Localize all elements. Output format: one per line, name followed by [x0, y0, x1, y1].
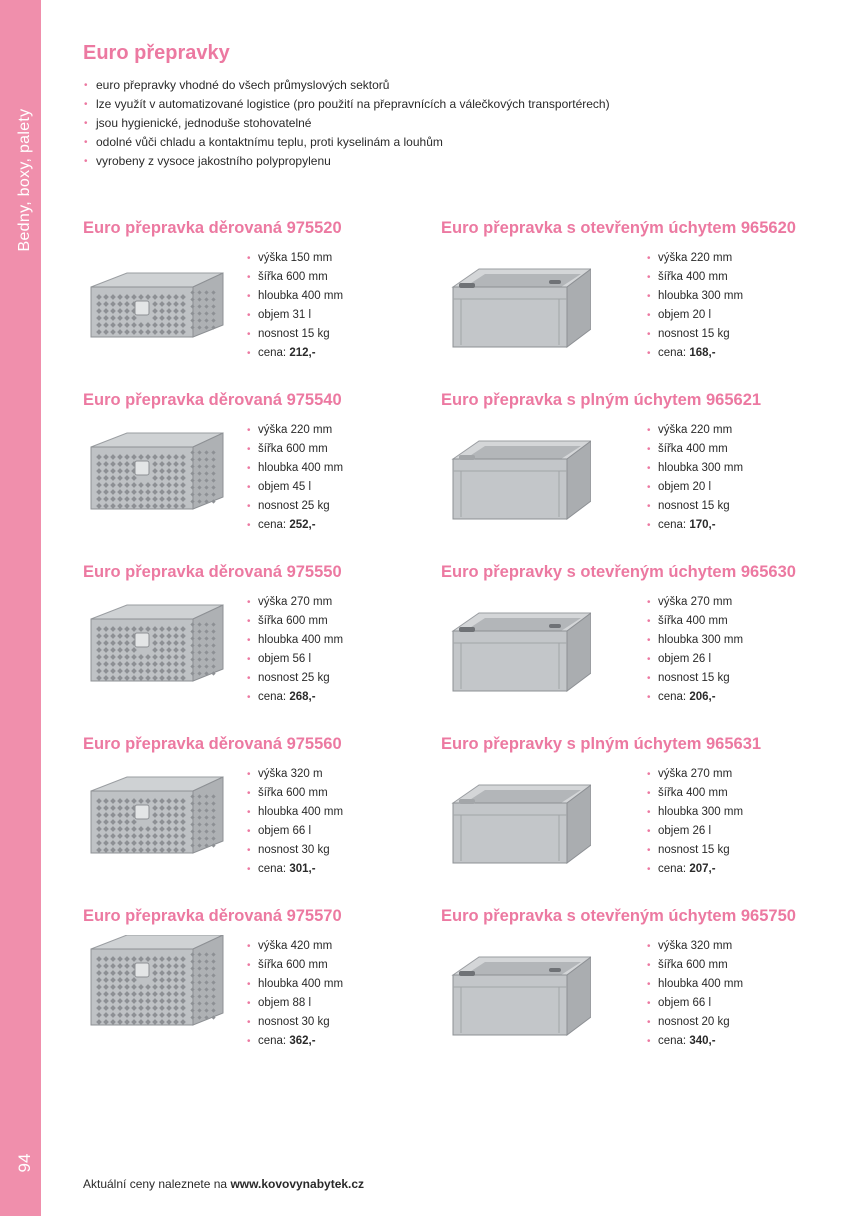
spec-value: 56 l	[292, 653, 312, 665]
spec-value: 400 mm	[301, 978, 344, 990]
spec-value: 20 l	[692, 481, 712, 493]
spec-label: hloubka	[658, 634, 699, 646]
spec-price	[646, 344, 743, 363]
spec-value: 15 kg	[701, 844, 730, 856]
spec-height	[246, 421, 343, 440]
spec-label: výška	[658, 252, 688, 264]
spec-value: 220 mm	[290, 424, 333, 436]
spec-capacity	[246, 841, 343, 860]
spec-value: 400 mm	[301, 462, 344, 474]
spec-label: výška	[258, 596, 288, 608]
spec-value: 400 mm	[301, 290, 344, 302]
spec-label: objem	[658, 481, 690, 493]
spec-label: nosnost	[658, 500, 699, 512]
spec-value: 300 mm	[701, 462, 744, 474]
product-card	[83, 563, 463, 723]
product-image	[441, 247, 591, 357]
spec-capacity	[246, 1013, 343, 1032]
spec-label: šířka	[658, 959, 683, 971]
spec-depth	[246, 631, 343, 650]
spec-width	[646, 440, 743, 459]
spec-height	[246, 765, 343, 784]
spec-label: výška	[258, 940, 288, 952]
spec-volume	[646, 994, 743, 1013]
intro-item: • jsou hygienické, jednoduše stohovatelné	[83, 114, 610, 133]
spec-label: šířka	[658, 271, 683, 283]
spec-label: šířka	[658, 443, 683, 455]
spec-value: 45 l	[292, 481, 312, 493]
page-number: 94	[15, 1153, 34, 1173]
spec-value: 600 mm	[286, 443, 328, 455]
spec-value: 600 mm	[286, 271, 328, 283]
spec-label: šířka	[258, 959, 283, 971]
spec-capacity	[646, 325, 743, 344]
spec-value: 362,-	[289, 1035, 316, 1047]
spec-label: nosnost	[258, 1016, 299, 1028]
spec-label: cena:	[658, 691, 687, 703]
spec-label: nosnost	[258, 328, 299, 340]
spec-label: šířka	[258, 787, 283, 799]
spec-value: 252,-	[289, 519, 316, 531]
spec-label: cena:	[258, 691, 287, 703]
spec-price	[646, 1032, 743, 1051]
spec-label: objem	[658, 309, 690, 321]
spec-label: výška	[658, 424, 688, 436]
product-card	[83, 219, 463, 379]
spec-value: 15 kg	[701, 672, 730, 684]
footer-link[interactable]: www.kovovynabytek.cz	[230, 1177, 365, 1191]
spec-label: šířka	[658, 787, 683, 799]
spec-value: 170,-	[689, 519, 716, 531]
spec-value: 15 kg	[701, 328, 730, 340]
spec-label: objem	[258, 481, 290, 493]
product-title: Euro přepravka děrovaná 975520	[83, 219, 342, 237]
spec-value: 212,-	[289, 347, 316, 359]
spec-label: šířka	[258, 443, 283, 455]
spec-value: 270 mm	[690, 768, 733, 780]
product-card	[83, 391, 463, 551]
spec-value: 168,-	[689, 347, 716, 359]
product-title: Euro přepravka s otevřeným úchytem 965620	[441, 219, 796, 237]
spec-label: objem	[258, 997, 290, 1009]
product-image	[441, 419, 591, 529]
spec-label: hloubka	[658, 290, 699, 302]
spec-height	[246, 249, 343, 268]
spec-value: 25 kg	[301, 500, 330, 512]
spec-value: 66 l	[292, 825, 312, 837]
spec-label: výška	[258, 252, 288, 264]
spec-label: cena:	[258, 519, 287, 531]
spec-height	[246, 937, 343, 956]
footer-text: Aktuální ceny naleznete na	[83, 1177, 231, 1191]
spec-volume	[246, 994, 343, 1013]
product-image	[83, 935, 233, 1045]
spec-label: objem	[258, 309, 290, 321]
spec-value: 20 kg	[701, 1016, 730, 1028]
spec-list	[246, 249, 343, 363]
spec-value: 600 mm	[286, 787, 328, 799]
spec-label: cena:	[658, 347, 687, 359]
spec-price	[646, 516, 743, 535]
spec-label: výška	[658, 768, 688, 780]
intro-item: • odolné vůči chladu a kontaktnímu teplu, proti kyselinám a louhům	[83, 133, 610, 152]
product-image	[441, 935, 591, 1045]
spec-label: hloubka	[258, 978, 299, 990]
spec-value: 300 mm	[701, 806, 744, 818]
page-title: Euro přepravky	[83, 42, 230, 64]
spec-height	[246, 593, 343, 612]
spec-list	[646, 593, 743, 707]
spec-value: 400 mm	[686, 615, 728, 627]
spec-value: 150 mm	[290, 252, 333, 264]
spec-label: hloubka	[258, 290, 299, 302]
spec-value: 30 kg	[301, 1016, 330, 1028]
spec-value: 220 mm	[690, 252, 733, 264]
spec-capacity	[246, 669, 343, 688]
product-image	[441, 591, 591, 701]
spec-label: šířka	[658, 615, 683, 627]
spec-label: hloubka	[658, 462, 699, 474]
spec-label: cena:	[258, 1035, 287, 1047]
spec-depth	[646, 287, 743, 306]
spec-list	[646, 765, 743, 879]
spec-label: výška	[658, 596, 688, 608]
spec-price	[246, 344, 343, 363]
spec-value: 88 l	[292, 997, 312, 1009]
spec-volume	[246, 822, 343, 841]
intro-item: • euro přepravky vhodné do všech průmyslových sektorů	[83, 76, 610, 95]
spec-value: 400 mm	[301, 806, 344, 818]
spec-label: hloubka	[658, 806, 699, 818]
spec-depth	[646, 459, 743, 478]
spec-label: cena:	[258, 863, 287, 875]
spec-height	[646, 937, 743, 956]
spec-label: objem	[258, 653, 290, 665]
product-title: Euro přepravka s plným úchytem 965621	[441, 391, 762, 409]
spec-label: objem	[658, 997, 690, 1009]
spec-label: šířka	[258, 615, 283, 627]
product-title: Euro přepravka s otevřeným úchytem 965750	[441, 907, 796, 925]
product-title: Euro přepravka děrovaná 975570	[83, 907, 342, 925]
section-title: Bedny, boxy, palety	[16, 108, 33, 252]
spec-depth	[646, 975, 743, 994]
spec-label: hloubka	[258, 806, 299, 818]
spec-capacity	[646, 497, 743, 516]
spec-volume	[646, 306, 743, 325]
product-title: Euro přepravky s plným úchytem 965631	[441, 735, 762, 753]
spec-width	[246, 784, 343, 803]
spec-list	[646, 937, 743, 1051]
spec-label: šířka	[258, 271, 283, 283]
spec-price	[646, 688, 743, 707]
spec-value: 600 mm	[286, 959, 328, 971]
spec-width	[246, 268, 343, 287]
product-image	[83, 591, 233, 701]
spec-value: 400 mm	[686, 443, 728, 455]
spec-label: cena:	[658, 519, 687, 531]
spec-list	[646, 421, 743, 535]
spec-list	[646, 249, 743, 363]
spec-label: cena:	[658, 863, 687, 875]
spec-price	[246, 860, 343, 879]
spec-list	[246, 765, 343, 879]
intro-item: • vyrobeny z vysoce jakostního polypropylenu	[83, 152, 610, 171]
spec-value: 400 mm	[686, 787, 728, 799]
spec-label: hloubka	[258, 634, 299, 646]
spec-volume	[246, 306, 343, 325]
product-image	[83, 419, 233, 529]
spec-value: 270 mm	[690, 596, 733, 608]
spec-label: objem	[658, 653, 690, 665]
intro-list	[83, 76, 610, 171]
spec-value: 268,-	[289, 691, 316, 703]
spec-height	[646, 249, 743, 268]
intro-item: • lze využít v automatizované logistice (pro použití na přepravnících a válečkových transportérech)	[83, 95, 610, 114]
spec-volume	[646, 478, 743, 497]
spec-list	[246, 937, 343, 1051]
spec-value: 26 l	[692, 653, 712, 665]
spec-value: 15 kg	[701, 500, 730, 512]
spec-volume	[246, 478, 343, 497]
spec-label: nosnost	[258, 672, 299, 684]
spec-value: 26 l	[692, 825, 712, 837]
spec-width	[646, 784, 743, 803]
product-card	[83, 907, 463, 1067]
spec-depth	[246, 975, 343, 994]
spec-width	[246, 956, 343, 975]
spec-value: 400 mm	[301, 634, 344, 646]
spec-volume	[646, 822, 743, 841]
spec-list	[246, 593, 343, 707]
spec-value: 320 mm	[690, 940, 733, 952]
spec-value: 600 mm	[686, 959, 728, 971]
spec-capacity	[646, 669, 743, 688]
spec-value: 207,-	[689, 863, 716, 875]
spec-price	[246, 516, 343, 535]
spec-width	[646, 956, 743, 975]
spec-value: 31 l	[292, 309, 312, 321]
spec-value: 220 mm	[690, 424, 733, 436]
footer	[83, 1177, 364, 1191]
spec-value: 300 mm	[701, 634, 744, 646]
spec-label: výška	[258, 768, 288, 780]
spec-value: 320 m	[290, 768, 323, 780]
product-title: Euro přepravky s otevřeným úchytem 965630	[441, 563, 796, 581]
spec-height	[646, 421, 743, 440]
spec-capacity	[246, 325, 343, 344]
spec-price	[646, 860, 743, 879]
product-card	[441, 219, 821, 379]
spec-label: cena:	[658, 1035, 687, 1047]
spec-value: 400 mm	[686, 271, 728, 283]
spec-depth	[246, 459, 343, 478]
spec-value: 300 mm	[701, 290, 744, 302]
spec-value: 20 l	[692, 309, 712, 321]
spec-height	[646, 593, 743, 612]
spec-label: nosnost	[258, 844, 299, 856]
spec-width	[246, 612, 343, 631]
sidebar-band	[0, 0, 41, 1216]
product-title: Euro přepravka děrovaná 975540	[83, 391, 342, 409]
spec-label: hloubka	[658, 978, 699, 990]
spec-capacity	[646, 1013, 743, 1032]
spec-width	[646, 612, 743, 631]
product-card	[441, 907, 821, 1067]
spec-label: nosnost	[658, 844, 699, 856]
spec-label: nosnost	[658, 1016, 699, 1028]
spec-label: nosnost	[258, 500, 299, 512]
spec-capacity	[646, 841, 743, 860]
spec-value: 420 mm	[290, 940, 333, 952]
product-card	[83, 735, 463, 895]
spec-value: 600 mm	[286, 615, 328, 627]
spec-label: výška	[658, 940, 688, 952]
spec-list	[246, 421, 343, 535]
spec-value: 25 kg	[301, 672, 330, 684]
spec-capacity	[246, 497, 343, 516]
spec-value: 30 kg	[301, 844, 330, 856]
product-title: Euro přepravka děrovaná 975550	[83, 563, 342, 581]
spec-label: objem	[258, 825, 290, 837]
spec-depth	[646, 631, 743, 650]
spec-label: objem	[658, 825, 690, 837]
product-title: Euro přepravka děrovaná 975560	[83, 735, 342, 753]
spec-value: 301,-	[289, 863, 316, 875]
spec-value: 340,-	[689, 1035, 716, 1047]
spec-depth	[646, 803, 743, 822]
spec-price	[246, 688, 343, 707]
product-image	[441, 763, 591, 873]
spec-value: 270 mm	[290, 596, 333, 608]
spec-price	[246, 1032, 343, 1051]
product-image	[83, 763, 233, 873]
spec-label: hloubka	[258, 462, 299, 474]
product-card	[441, 735, 821, 895]
spec-value: 206,-	[689, 691, 716, 703]
spec-label: nosnost	[658, 328, 699, 340]
spec-height	[646, 765, 743, 784]
spec-label: výška	[258, 424, 288, 436]
spec-value: 400 mm	[701, 978, 744, 990]
spec-width	[246, 440, 343, 459]
spec-volume	[246, 650, 343, 669]
spec-value: 15 kg	[301, 328, 330, 340]
spec-volume	[646, 650, 743, 669]
product-image	[83, 247, 233, 357]
product-card	[441, 563, 821, 723]
spec-value: 66 l	[692, 997, 712, 1009]
product-card	[441, 391, 821, 551]
spec-label: nosnost	[658, 672, 699, 684]
spec-width	[646, 268, 743, 287]
spec-depth	[246, 287, 343, 306]
spec-depth	[246, 803, 343, 822]
spec-label: cena:	[258, 347, 287, 359]
